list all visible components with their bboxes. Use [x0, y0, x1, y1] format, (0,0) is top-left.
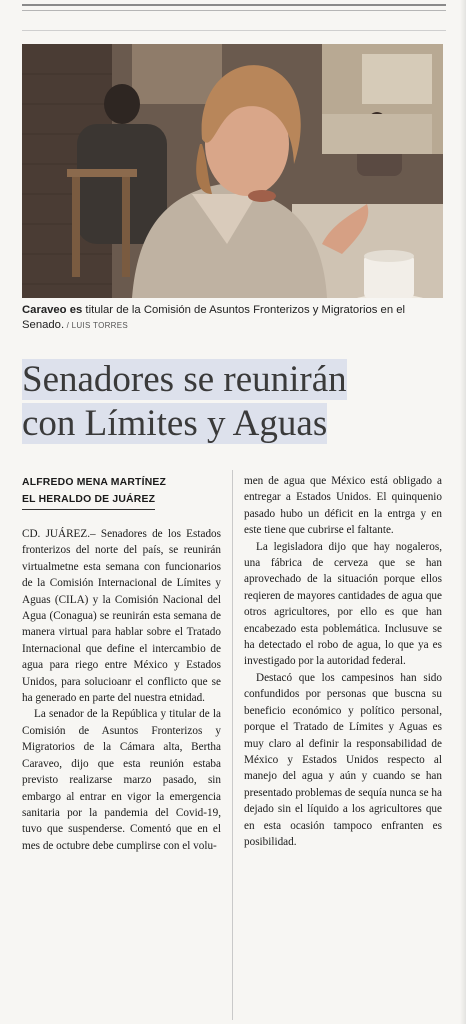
photo-caption — [22, 303, 443, 333]
column-divider — [232, 470, 233, 1020]
caption-lead: Caraveo es — [22, 304, 83, 316]
top-rule — [22, 4, 446, 6]
top-rule-thin — [22, 10, 446, 11]
paragraph: La senador de la República y titular de la Comisión de Asuntos Fronterizos y Migratorios de la Cámara alta, Bertha Caraveo, dijo que esta reunión estaba previsto realizarse marzo pasado, sin embargo al entrar en vigor la emergencia sanitaria por la pandemia del Covid-19, tuvo que suspenderse. Comentó que en el mes de octubre debe cumplirse con el volu- — [22, 708, 221, 852]
paragraph: CD. JUÁREZ.– Senadores de los Estados fronterizos del norte del país, se reunirán virtualmetne esta semana con funcionarios de la Comisión Internacional de Límites y Aguas (CILA) y la Comisión Nacional del Agua (Conagua) se reunirán esta semana de manera virtual para hablar sobre el Tratado Internacional que define el intercambio de agua para riego entre México y Estados Unidos, para solucioanr el conflicto que se ha generado en parte del nuestra etnidad. — [22, 528, 221, 705]
paragraph: men de agua que México está obligado a entregar a Estados Unidos. El quinquenio pasado hubo un déficit en la entrga y en este tiene que cubrirse el faltante. — [244, 475, 442, 537]
article-column-left — [22, 474, 221, 854]
byline-author: ALFREDO MENA MARTÍNEZ — [22, 477, 167, 488]
top-rule-faint — [22, 30, 446, 31]
article-photo — [22, 44, 443, 298]
paragraph: La legisladora dijo que hay nogaleros, una fábrica de cerveza que se han aprovechado de la situación porque ellos reqieren de mayores cantidades de agua que otros agricultores, por ello es que han encabezado esta poblemática. Inclusuve se ha detectado el robo de agua, lo que ya es investigado por la autoridad federal. — [244, 540, 442, 668]
headline-line-1: Senadores se reunirán — [22, 359, 347, 400]
caption-text: titular de la Comisión de Asuntos Fronterizos y Migratorios en el Senado. — [22, 304, 406, 331]
page-edge — [460, 0, 466, 1024]
byline-outlet: EL HERALDO DE JUÁREZ — [22, 491, 155, 510]
paragraph: Destacó que los campesinos han sido confundidos por personas que buscna su beneficio económico y político personal, porque el Tratado de Límites y Aguas es muy claro al definir la responsabilidad de México y Estados Unidos respecto al manejo del agua y aún y cuando se han presentado problemas de sequía nunca se ha dejado sin el líquido a los agricultores que en esta ocasión tampoco enfranten es posibilidad. — [244, 671, 442, 848]
byline — [22, 474, 221, 510]
article-headline — [22, 358, 420, 446]
headline-line-2: con Límites y Aguas — [22, 403, 328, 444]
article-column-right — [244, 473, 442, 850]
photo-credit: / LUIS TORRES — [64, 321, 129, 330]
